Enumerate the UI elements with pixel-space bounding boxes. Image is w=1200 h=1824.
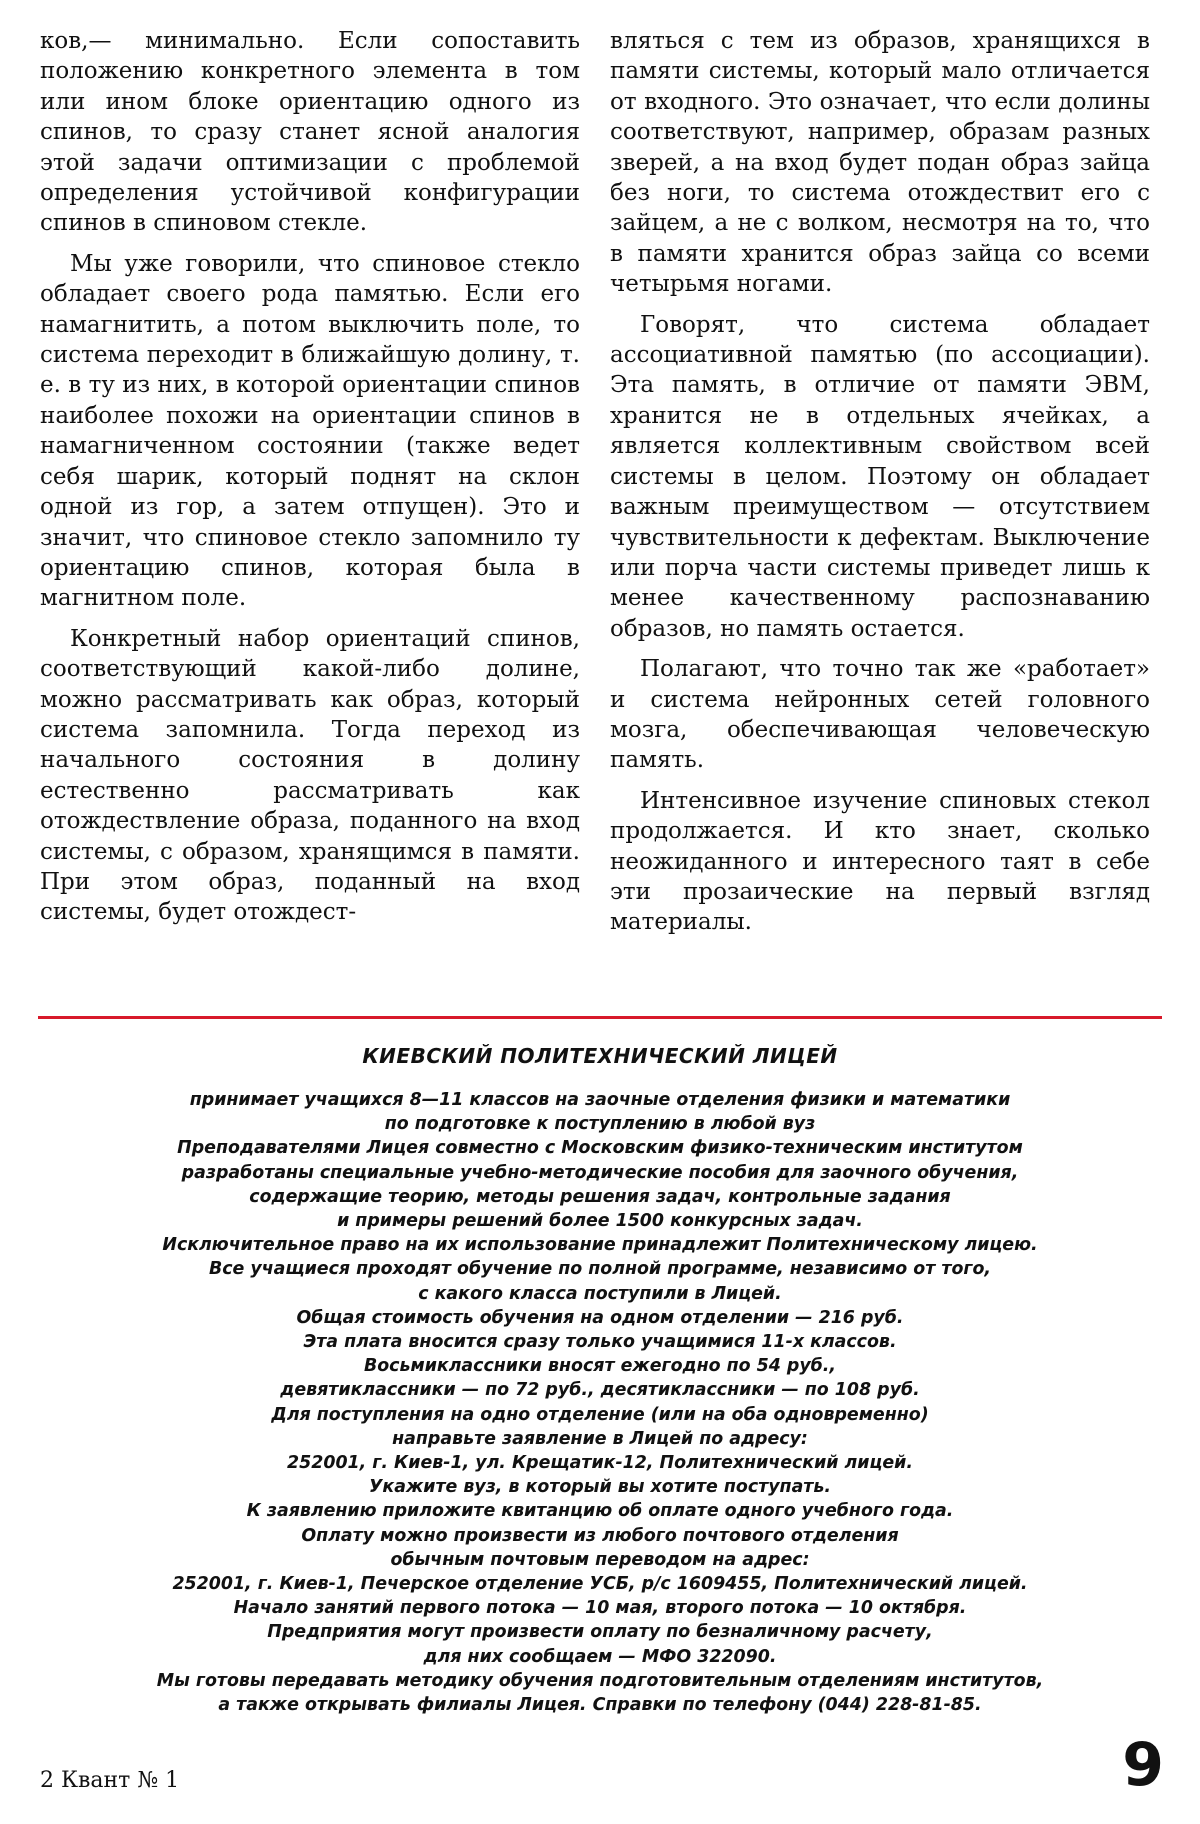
paragraph: Говорят, что система обладает ассоциативной памятью (по ассоциации). Эта память, в отличие от памяти ЭВМ, хранится не в отдельных ячейках, а является коллективным свойством всей системы в целом. Поэтому он обладает важным преимуществом — отсутствием чувствительности к дефектам. Выключение или порча части системы приведет лишь к менее качественному распознаванию образов, но память остается. bbox=[610, 311, 1150, 642]
paragraph: Конкретный набор ориентаций спинов, соответствующий какой-либо долине, можно рассматривать как образ, который система запомнила. Тогда переход из начального состояния в долину естественно рассматривать как отождествление образа, поданного на вход системы, с образом, хранящимся в памяти. При этом образ, поданный на вход системы, будет отождест- bbox=[40, 625, 580, 926]
ad-line: направьте заявление в Лицей по адресу: bbox=[392, 1428, 808, 1449]
ad-line: Исключительное право на их использование принадлежит Политехническому лицею. bbox=[162, 1235, 1038, 1256]
ad-line: Мы готовы передавать методику обучения подготовительным отделениям институтов, bbox=[156, 1670, 1044, 1691]
ad-line: Все учащиеся проходят обучение по полной программе, независимо от того, bbox=[208, 1259, 992, 1280]
paragraph: вляться с тем из образов, хранящихся в памяти системы, который мало отличается от входного. Это означает, что если долины соответствуют, например, образам разных зверей, а на вход будет подан образ зайца без ноги, то система отождествит его с зайцем, а не с волком, несмотря на то, что в памяти хранится образ зайца со всеми четырьмя ногами. bbox=[610, 28, 1150, 298]
left-column bbox=[40, 26, 580, 938]
ad-line: К заявлению приложите квитанцию об оплате одного учебного года. bbox=[246, 1501, 954, 1522]
paragraph: ков,— минимально. Если сопоставить положению конкретного элемента в том или ином блоке ориентацию одного из спинов, то сразу станет ясной аналогия этой задачи оптимизации с проблемой определения устойчивой конфигурации спинов в спиновом стекле. bbox=[40, 28, 580, 237]
ad-line: Укажите вуз, в который вы хотите поступать. bbox=[369, 1477, 831, 1498]
ad-line: с какого класса поступили в Лицей. bbox=[418, 1283, 782, 1304]
ad-line: по подготовке к поступлению в любой вуз bbox=[384, 1114, 816, 1135]
ad-line: Общая стоимость обучения на одном отделении — 216 руб. bbox=[296, 1307, 904, 1328]
ad-line: Оплату можно произвести из любого почтового отделения bbox=[301, 1525, 899, 1546]
signature-mark: 2 Квант № 1 bbox=[40, 1768, 180, 1793]
paragraph: Интенсивное изучение спиновых стекол продолжается. И кто знает, сколько неожиданного и интересного таят в себе эти прозаические на первый взгляд материалы. bbox=[610, 787, 1150, 936]
red-divider bbox=[38, 1016, 1162, 1019]
ad-line: Начало занятий первого потока — 10 мая, второго потока — 10 октября. bbox=[233, 1598, 967, 1619]
ad-line: 252001, г. Киев-1, Печерское отделение УСБ, р/с 1609455, Политехнический лицей. bbox=[172, 1574, 1028, 1595]
ad-line: разработаны специальные учебно-методические пособия для заочного обучения, bbox=[181, 1162, 1019, 1183]
ad-line: девятиклассники — по 72 руб., десятиклассники — по 108 руб. bbox=[280, 1380, 920, 1401]
ad-line: Для поступления на одно отделение (или на оба одновременно) bbox=[271, 1404, 929, 1425]
ad-line: принимает учащихся 8—11 классов на заочные отделения физики и математики bbox=[189, 1090, 1011, 1110]
ad-line: и примеры решений более 1500 конкурсных задач. bbox=[337, 1211, 863, 1232]
lyceum-advertisement bbox=[60, 1044, 1140, 1717]
ad-title: КИЕВСКИЙ ПОЛИТЕХНИЧЕСКИЙ ЛИЦЕЙ bbox=[362, 1044, 838, 1068]
paragraph: Мы уже говорили, что спиновое стекло обладает своего рода памятью. Если его намагнитить, а потом выключить поле, то система переходит в ближайшую долину, т. е. в ту из них, в которой ориентации спинов наиболее похожи на ориентации спинов в намагниченном состоянии (также ведет себя шарик, который поднят на склон одной из гор, а затем отпущен). Это и значит, что спиновое стекло запомнило ту ориентацию спинов, которая была в магнитном поле. bbox=[40, 250, 580, 612]
ad-line: 252001, г. Киев-1, ул. Крещатик-12, Политехнический лицей. bbox=[287, 1453, 913, 1474]
ad-line: содержащие теорию, методы решения задач, контрольные задания bbox=[249, 1186, 951, 1207]
ad-line: Преподавателями Лицея совместно с Московским физико-техническим институтом bbox=[177, 1138, 1023, 1159]
ad-line: для них сообщаем — МФО 322090. bbox=[423, 1646, 777, 1667]
right-column bbox=[610, 26, 1150, 948]
ad-line: Эта плата вносится сразу только учащимися 11-х классов. bbox=[303, 1332, 897, 1353]
paragraph: Полагают, что точно так же «работает» и система нейронных сетей головного мозга, обеспечивающая человеческую память. bbox=[610, 656, 1150, 774]
ad-line: обычным почтовым переводом на адрес: bbox=[390, 1549, 810, 1570]
page-number: 9 bbox=[1122, 1730, 1164, 1800]
ad-line: Восьмиклассники вносят ежегодно по 54 руб., bbox=[363, 1356, 837, 1377]
ad-line: а также открывать филиалы Лицея. Справки по телефону (044) 228-81-85. bbox=[218, 1695, 982, 1716]
ad-line: Предприятия могут произвести оплату по безналичному расчету, bbox=[267, 1622, 933, 1643]
